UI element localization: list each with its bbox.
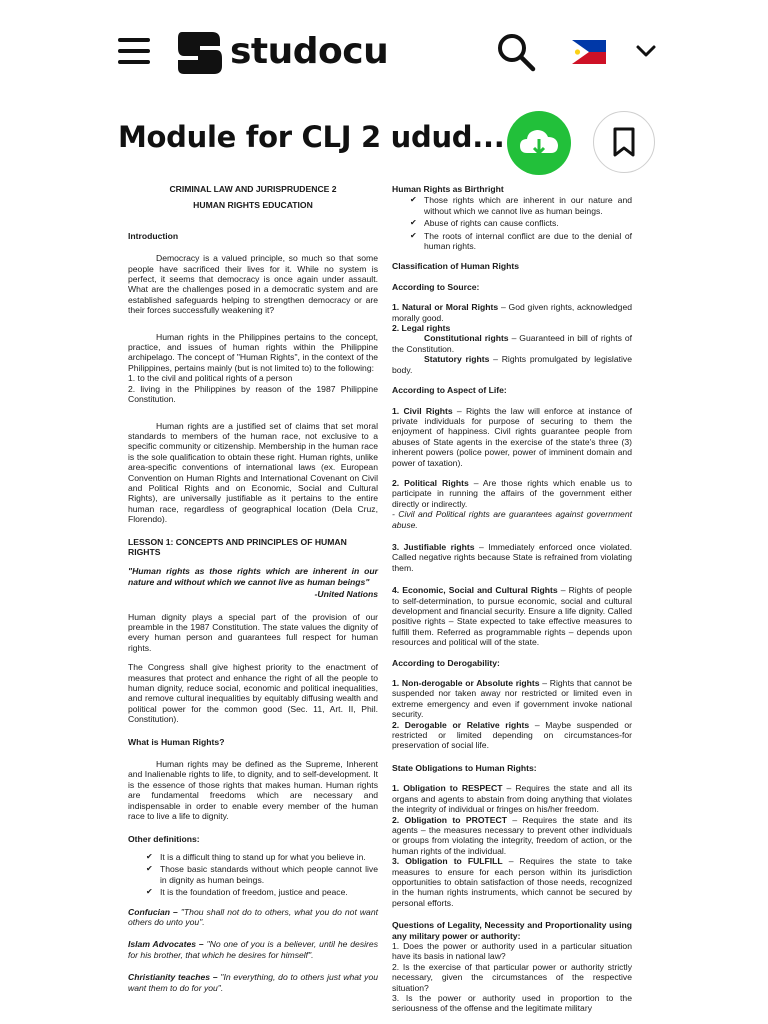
right-column	[392, 184, 632, 1014]
paragraph	[128, 972, 378, 993]
text: – Maybe suspended or restricted or limited depending on circumstances-for preservation of social life.	[392, 719, 632, 751]
paragraph	[392, 585, 632, 647]
section-title: State Obligations to Human Rights:	[392, 762, 537, 773]
label: 2. Obligation to PROTECT	[392, 814, 507, 825]
list-item: ✔ Those basic standards without which people cannot live in dignity as human beings.	[146, 864, 378, 885]
section-title: Introduction	[128, 230, 179, 241]
paragraph	[392, 720, 632, 751]
list-item: 2. Is the exercise of that particular power or authority strictly necessary, given the circumstances of the respective situation?	[392, 961, 632, 993]
left-column	[128, 184, 378, 1002]
paragraph	[392, 333, 632, 354]
section-title: According to Derogability:	[392, 657, 500, 668]
text: – Rights that cannot be suspended nor taken away nor restricted or limited even in extreme emergency and even if government invoke national security.	[392, 678, 632, 720]
paragraph	[128, 939, 378, 960]
list-item: ✔ It is a difficult thing to stand up for what you believe in.	[146, 852, 378, 862]
section-title: Questions of Legality, Necessity and Proportionality using any military power or authority:	[392, 920, 632, 941]
label: Confucian –	[128, 906, 178, 917]
text: – Guaranteed in bill of rights of the Constitution.	[392, 333, 633, 354]
download-cloud-icon	[507, 111, 571, 175]
paragraph	[392, 678, 632, 720]
quote: "Human rights as those rights which are inherent in our nature and without which we cannot live as human beings"	[128, 566, 378, 587]
text: – Immediately enforced once violated. Called negative rights because State is refrained from violating them.	[392, 541, 632, 573]
list-item: ✔ Those rights which are inherent in our nature and without which we cannot live as human beings.	[410, 195, 632, 216]
paragraph	[392, 542, 632, 573]
paragraph: The Congress shall give highest priority to the enactment of measures that protect and enhance the right of all the people to human dignity, reduce social, economic and political inequalities, and remove cultural inequalities by equitably diffusing wealth and political power for the common good (Sec. 11, Art. II, Phil. Constitution).	[128, 662, 378, 725]
paragraph	[392, 302, 632, 323]
text: – Requires the state and all its organs and agents to abstain from doing anything that violates the integrity of individual or fringes on his/her freedom.	[392, 783, 633, 815]
paragraph	[128, 907, 378, 928]
list-item: 1. to the civil and political rights of a person	[128, 373, 293, 384]
paragraph	[392, 783, 632, 814]
menu-icon[interactable]	[118, 38, 150, 64]
text: "In everything, do to others just what you want them to do for you".	[128, 972, 379, 993]
label: 2. Legal rights	[392, 323, 451, 334]
list-item: ✔ The roots of internal conflict are due to the denial of human rights.	[410, 231, 632, 252]
text: – Rights the law will enforce at instance of private individuals for purpose of securing to them the enjoyment of happiness. Civil rights guarantee people from abuses of State agents in the exercise of the state's three (3) inherent powers (police power, power of imminent domain and power of taxation).	[392, 405, 633, 468]
paragraph	[392, 354, 632, 375]
text: – Rights promulgated by legislative body.	[392, 354, 632, 375]
studocu-logo[interactable]	[174, 26, 388, 76]
section-title: Human Rights as Birthright	[392, 184, 504, 194]
chevron-down-icon[interactable]	[634, 42, 658, 60]
list-item: 1. Does the power or authority used in a particular situation have its basis in national law?	[392, 940, 632, 962]
text: – God given rights, acknowledged morally good.	[392, 302, 633, 323]
birthright-list	[392, 195, 632, 251]
brand-name: studocu	[230, 30, 389, 72]
text: "No one of you is a believer, until he desires for his brother, that which he desires for himself".	[128, 939, 378, 960]
quote-source: -United Nations	[314, 589, 378, 600]
search-icon[interactable]	[496, 32, 536, 72]
label: 2. Political Rights	[392, 477, 469, 488]
label: 1. Obligation to RESPECT	[392, 783, 503, 794]
section-title: What is Human Rights?	[128, 736, 225, 747]
section-title: According to Source:	[392, 281, 480, 292]
download-button[interactable]	[507, 111, 571, 175]
text: – Are those rights which enable us to participate in running the affairs of the government either directly or indirectly.	[392, 477, 632, 509]
label: 2. Derogable or Relative rights	[392, 719, 530, 730]
label: 1. Natural or Moral Rights	[392, 302, 499, 313]
document-title: Module for CLJ 2 udud...	[118, 120, 505, 154]
section-title: Other definitions:	[128, 833, 200, 844]
text: – Requires the state to take measures to ensure for each person within its jurisdiction opportunities to obtain satisfaction of those needs, recognized in the human rights instruments, which cannot be secured by personal efforts.	[392, 856, 632, 908]
section-title: LESSON 1: CONCEPTS AND PRINCIPLES OF HUMAN RIGHTS	[128, 536, 347, 557]
text: – Requires the state and its agents – the measures necessary to prevent other individuals or groups from violating the integrity, freedom of action, or the human rights of the individual.	[392, 814, 632, 856]
label: Christianity teaches –	[128, 972, 218, 983]
paragraph	[392, 478, 632, 509]
label: 3. Justifiable rights	[392, 541, 475, 552]
paragraph	[392, 406, 632, 468]
paragraph: Human rights may be defined as the Supreme, Inherent and Inalienable rights to life, to dignity, and to self-development. It is the essence of those rights that makes human. Human rights are fundamental freedoms which are necessary and indispensable in order to enable every member of the human race to live a life to dignity.	[128, 759, 378, 822]
label: 4. Economic, Social and Cultural Rights	[392, 585, 558, 596]
bookmark-button[interactable]	[593, 111, 655, 173]
text: – Rights of people to self-determination, to pursue economic, social and cultural development and financial security. Ensure a life dignity. Called positive rights – State expected to take effective measures to fulfill them. Referred as programmable rights – depends upon resources and political will of the state.	[392, 585, 632, 648]
studocu-logo-icon	[174, 26, 224, 76]
paragraph: Human dignity plays a special part of the provision of our preamble in the 1987 Constitution. The state values the dignity of every human person and guarantees full respect for human rights.	[128, 611, 378, 653]
doc-subheading: HUMAN RIGHTS EDUCATION	[193, 200, 313, 211]
section-title: Classification of Human Rights	[392, 261, 520, 272]
label: 3. Obligation to FULFILL	[392, 856, 503, 867]
list-item: ✔ It is the foundation of freedom, justice and peace.	[146, 887, 378, 897]
label: Statutory rights	[424, 354, 490, 365]
note: - Civil and Political rights are guarantees against government abuse.	[392, 509, 632, 530]
text: "Thou shall not do to others, what you do not want others do unto you".	[128, 906, 379, 927]
list-item: 2. living in the Philippines by reason of the 1987 Philippine Constitution.	[128, 383, 378, 405]
section-title: According to Aspect of Life:	[392, 385, 507, 396]
paragraph	[392, 815, 632, 857]
philippines-flag-icon[interactable]	[572, 40, 606, 64]
document-page	[96, 184, 672, 1024]
bookmark-icon	[594, 112, 654, 172]
definitions-list	[128, 852, 378, 898]
paragraph: Human rights in the Philippines pertains to the concept, practice, and issues of human rights within the Philippine archipelago. The concept of "Human Rights", in the context of the Philippines, pertains mainly (but is not limited to) to the following:	[128, 331, 378, 373]
paragraph	[392, 856, 632, 908]
label: 1. Non-derogable or Absolute rights	[392, 678, 540, 689]
label: Islam Advocates –	[128, 939, 204, 950]
label: 1. Civil Rights	[392, 405, 453, 416]
list-item: ✔ Abuse of rights can cause conflicts.	[410, 218, 632, 228]
top-bar	[0, 0, 768, 100]
paragraph: Democracy is a valued principle, so much so that some people have sacrificed their lives for it. While no system is perfect, it seems that democracy is once again under assault. What are the challenges posed in a democratic system and are established safeguards helping to strengthen democracy or are their forces successfully weakening it?	[128, 253, 378, 316]
doc-heading: CRIMINAL LAW AND JURISPRUDENCE 2	[169, 184, 337, 194]
label: Constitutional rights	[424, 333, 509, 344]
paragraph: Human rights are a justified set of claims that set moral standards to members of the human race, not exclusive to a specific community or citizenship. Membership in the human race is the sole qualification to obtain these right. Human rights, unlike area-specific conventions of international laws (ex. European Convention on Human Rights and International Covenant on Civil and Political Rights and on Economic, Social and Cultural Rights), are universally justifiable as it pertains to the entire human race, regardless of geographical location (Dela Cruz, Florendo).	[128, 420, 378, 525]
list-item: 3. Is the power or authority used in proportion to the seriousness of the offense and the legitimate military	[392, 993, 632, 1014]
